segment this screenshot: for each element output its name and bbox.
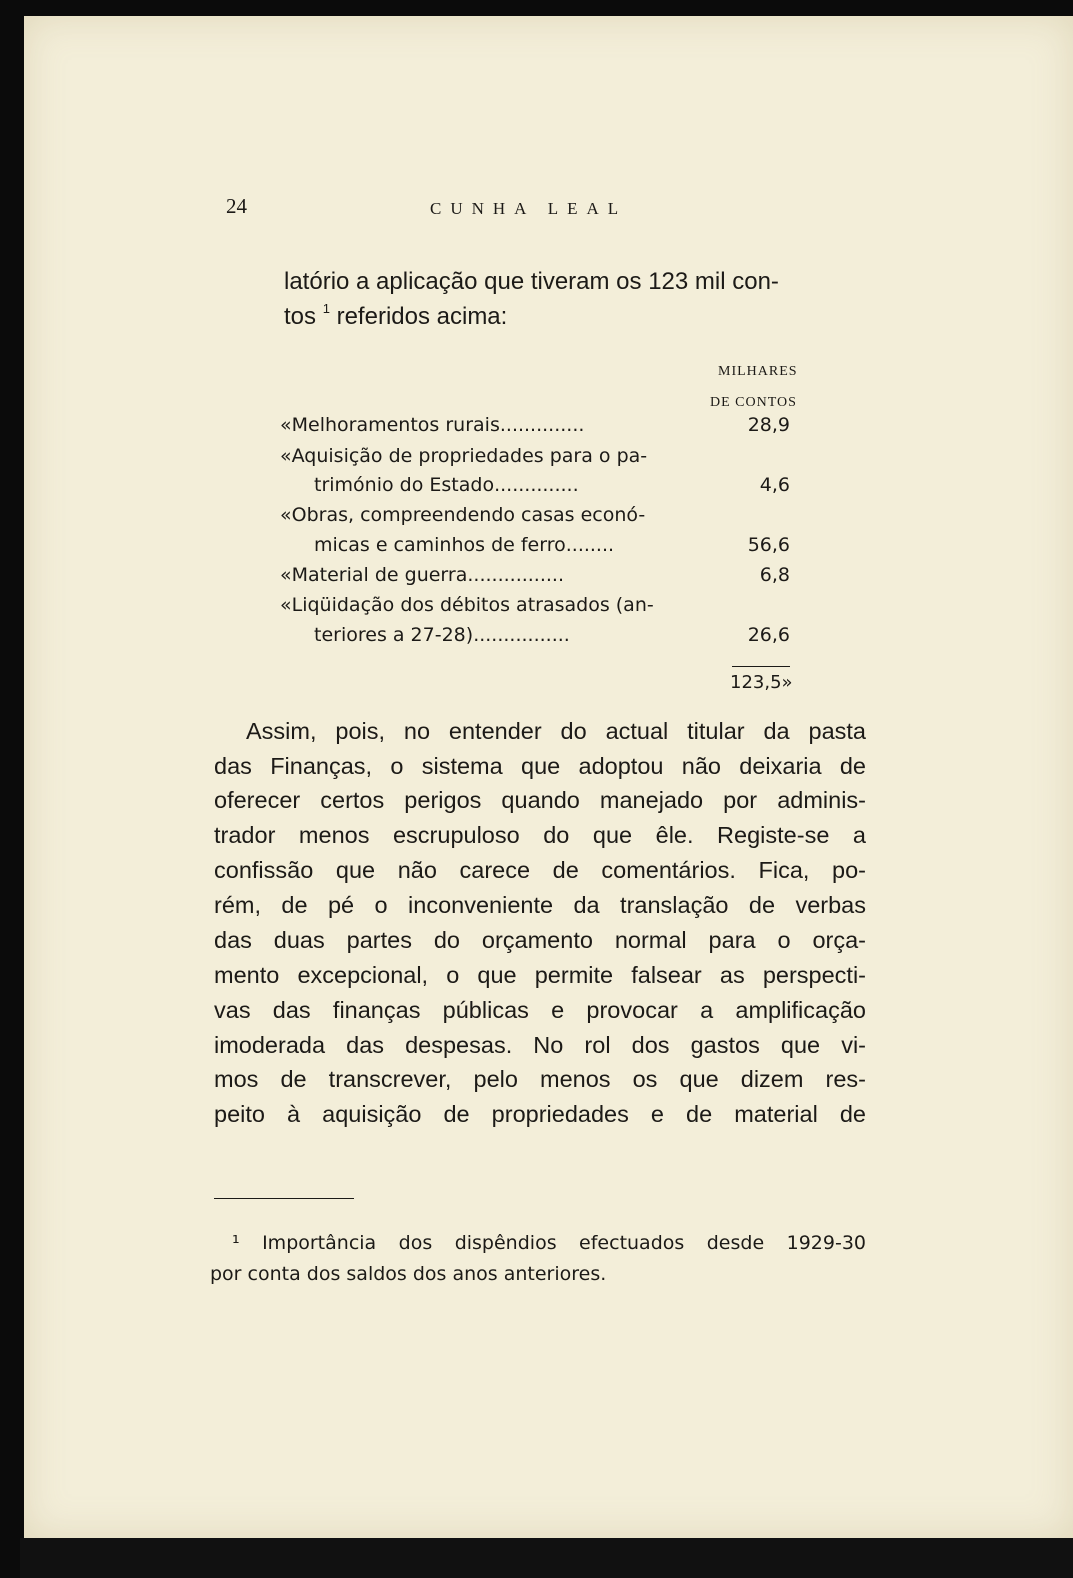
intro-line-1: latório a aplicação que tiveram os 123 mil con- [284, 268, 779, 295]
running-head: CUNHA LEAL [430, 199, 628, 218]
table-unit-label-2: DE CONTOS [710, 395, 797, 410]
paragraph-line: das duas partes do orçamento normal para o orça- [214, 927, 866, 953]
row-value: 28,9 [747, 414, 790, 436]
book-page [24, 16, 1073, 1538]
total-rule [732, 666, 790, 667]
table-unit-label-1: MILHARES [718, 364, 798, 379]
intro-line-2 [284, 303, 507, 331]
row-label: «Liqüidação dos débitos atrasados (an- [280, 594, 654, 616]
paragraph-line: das Finanças, o sistema que adoptou não deixaria de [214, 753, 866, 779]
paragraph-line: oferecer certos perigos quando manejado por adminis- [214, 787, 866, 813]
table-row-continuation [280, 474, 790, 501]
row-label-continuation: trimónio do Estado.............. [314, 474, 579, 496]
row-label: «Melhoramentos rurais.............. [280, 414, 585, 436]
row-label-continuation: micas e caminhos de ferro........ [314, 534, 615, 556]
row-label: «Material de guerra................ [280, 564, 565, 586]
footnote-rule [214, 1198, 354, 1199]
footnote-line: por conta dos saldos dos anos anteriores. [210, 1263, 607, 1285]
row-value: 4,6 [759, 474, 790, 496]
intro-line-2-start: tos [284, 303, 317, 330]
paragraph-line: Assim, pois, no entender do actual titular da pasta [246, 718, 866, 744]
row-label: «Aquisição de propriedades para o pa- [280, 445, 648, 467]
paragraph-line: mos de transcrever, pelo menos os que dizem res- [214, 1066, 866, 1092]
table-row [280, 504, 790, 531]
row-value: 26,6 [747, 624, 790, 646]
row-value: 56,6 [747, 534, 790, 556]
table-row [280, 445, 790, 472]
footnote-line: ¹ Importância dos dispêndios efectuados desde 1929-30 [232, 1232, 866, 1254]
footnote-marker: 1 [322, 301, 330, 316]
paragraph-line: trador menos escrupuloso do que êle. Registe-se a [214, 822, 866, 848]
page-number: 24 [226, 194, 247, 218]
table-row [280, 414, 790, 441]
row-label-continuation: teriores a 27-28)................ [314, 624, 570, 646]
paragraph-line: vas das finanças públicas e provocar a amplificação [214, 997, 866, 1023]
table-row-continuation [280, 534, 790, 561]
paragraph-line: imoderada das despesas. No rol dos gastos que vi- [214, 1032, 866, 1058]
row-label: «Obras, compreendendo casas econó- [280, 504, 646, 526]
paragraph-line: mento excepcional, o que permite falsear as perspecti- [214, 962, 866, 988]
table-row [280, 564, 790, 591]
paragraph-line: peito à aquisição de propriedades e de material de [214, 1101, 866, 1127]
scan-border [20, 1538, 1073, 1578]
paragraph-line: confissão que não carece de comentários. Fica, po- [214, 857, 866, 883]
row-value: 6,8 [759, 564, 790, 586]
table-total: 123,5» [730, 672, 793, 693]
intro-line-2-end: referidos acima: [336, 303, 508, 330]
table-row [280, 594, 790, 621]
paragraph-line: rém, de pé o inconveniente da translação de verbas [214, 892, 866, 918]
table-row-continuation [280, 624, 790, 651]
